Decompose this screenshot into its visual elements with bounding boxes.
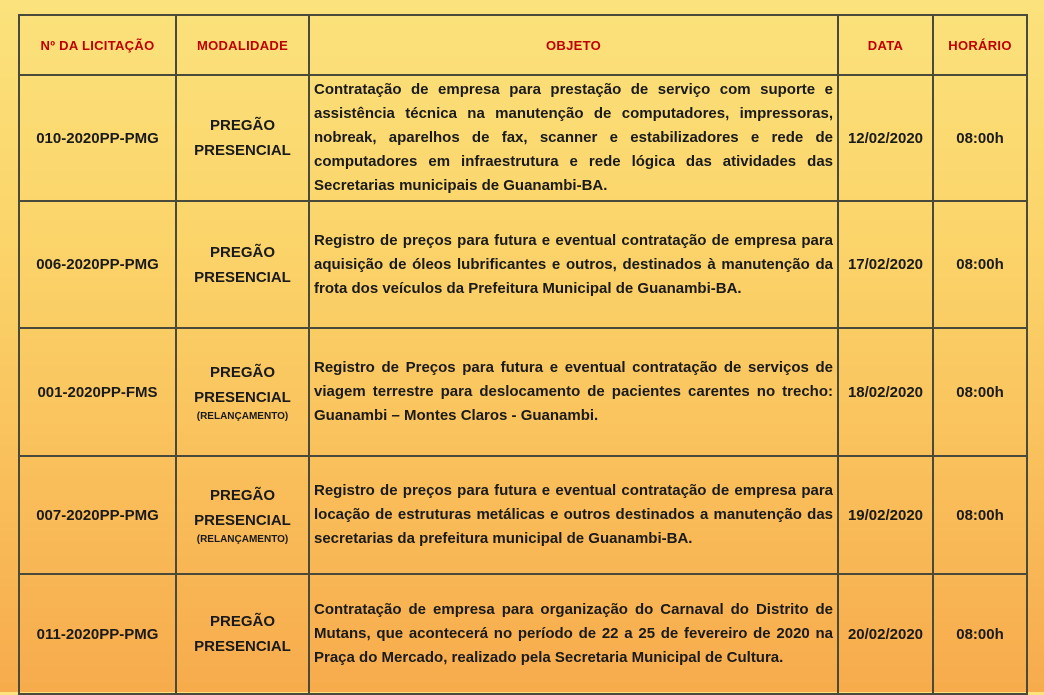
header-modalidade: MODALIDADE: [176, 15, 309, 75]
table-row: [19, 328, 1027, 456]
modalidade-line-2: PRESENCIAL: [194, 512, 291, 529]
licitacoes-table-wrapper: [18, 14, 1026, 674]
cell-modalidade: [176, 574, 309, 694]
cell-numero: 010-2020PP-PMG: [19, 75, 176, 201]
modalidade-line-1: PREGÃO: [209, 487, 275, 504]
table-row: [19, 201, 1027, 328]
cell-modalidade: [176, 456, 309, 574]
licitacoes-table: [18, 14, 1028, 695]
modalidade-line-1: PREGÃO: [209, 364, 275, 381]
modalidade-note: (RELANÇAMENTO): [196, 411, 289, 422]
cell-objeto: Registro de Preços para futura e eventual contratação de serviços de viagem terrestre para deslocamento de pacientes carentes no trecho: Guanambi – Montes Claros - Guanambi.: [309, 328, 838, 456]
cell-horario: 08:00h: [933, 574, 1027, 694]
cell-objeto: Contratação de empresa para prestação de serviço com suporte e assistência técnica na manutenção de computadores, impressoras, nobreak, aparelhos de fax, scanner e estabilizadores e rede de computadores em infraestrutura e rede lógica das atividades das Secretarias municipais de Guanambi-BA.: [309, 75, 838, 201]
modalidade-line-2: PRESENCIAL: [194, 389, 291, 406]
table-row: [19, 574, 1027, 694]
cell-modalidade: [176, 201, 309, 328]
cell-modalidade: [176, 75, 309, 201]
cell-modalidade: [176, 328, 309, 456]
modalidade-line-2: PRESENCIAL: [194, 142, 291, 159]
modalidade-line-2: PRESENCIAL: [194, 268, 291, 286]
table-header-row: [19, 15, 1027, 75]
cell-data: 17/02/2020: [838, 201, 933, 328]
cell-data: 19/02/2020: [838, 456, 933, 574]
modalidade-line-1: PREGÃO: [209, 613, 275, 630]
cell-horario: 08:00h: [933, 75, 1027, 201]
cell-data: 12/02/2020: [838, 75, 933, 201]
modalidade-line-1: PREGÃO: [209, 243, 275, 261]
modalidade-line-1: PREGÃO: [209, 117, 275, 134]
modalidade-line-2: PRESENCIAL: [194, 638, 291, 655]
header-objeto: OBJETO: [309, 15, 838, 75]
cell-data: 18/02/2020: [838, 328, 933, 456]
header-numero: Nº DA LICITAÇÃO: [19, 15, 176, 75]
table-row: [19, 75, 1027, 201]
cell-numero: 006-2020PP-PMG: [19, 201, 176, 328]
header-data: DATA: [838, 15, 933, 75]
cell-numero: 007-2020PP-PMG: [19, 456, 176, 574]
cell-objeto: Contratação de empresa para organização do Carnaval do Distrito de Mutans, que acontecerá no período de 22 a 25 de fevereiro de 2020 na Praça do Mercado, realizado pela Secretaria Municipal de Cultura.: [309, 574, 838, 694]
cell-horario: 08:00h: [933, 328, 1027, 456]
cell-data: 20/02/2020: [838, 574, 933, 694]
cell-numero: 001-2020PP-FMS: [19, 328, 176, 456]
cell-objeto: Registro de preços para futura e eventual contratação de empresa para aquisição de óleos lubrificantes e outros, destinados à manutenção da frota dos veículos da Prefeitura Municipal de Guanambi-BA.: [309, 201, 838, 328]
cell-horario: 08:00h: [933, 201, 1027, 328]
cell-horario: 08:00h: [933, 456, 1027, 574]
cell-numero: 011-2020PP-PMG: [19, 574, 176, 694]
header-horario: HORÁRIO: [933, 15, 1027, 75]
cell-objeto: Registro de preços para futura e eventual contratação de empresa para locação de estruturas metálicas e outros destinados a manutenção das secretarias da prefeitura municipal de Guanambi-BA.: [309, 456, 838, 574]
modalidade-note: (RELANÇAMENTO): [196, 534, 289, 545]
table-row: [19, 456, 1027, 574]
